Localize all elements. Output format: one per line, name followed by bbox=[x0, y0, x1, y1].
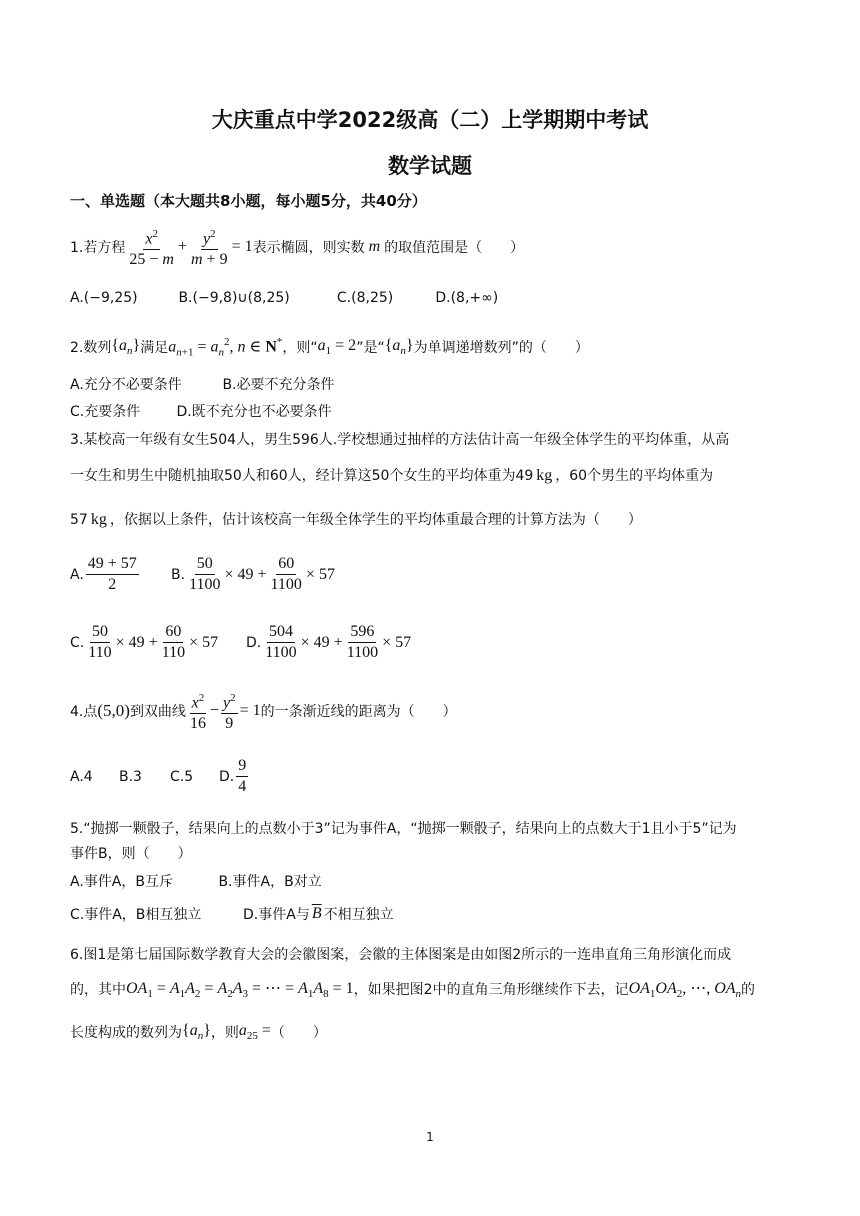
q5-option-d-text-1: D.事件A与 bbox=[243, 907, 310, 923]
q3-option-b[interactable]: B. $\frac{50}{1100}$ × 49 + $\frac{60}{1100}$ × 57 bbox=[171, 555, 335, 593]
q3-option-c[interactable]: C. $\frac{50}{110}$ × 49 + $\frac{60}{110}$ × 57 bbox=[70, 623, 219, 661]
q2-text4: 为单调递增数列”的（ ） bbox=[413, 340, 589, 357]
question-1: 1.若方程 $\frac{x^2}{25 - m}$ + $\frac{y^2}{m + 9}$ = 1 表示椭圆，则实数 m 的取值范围是（ ） bbox=[70, 224, 524, 270]
page-subtitle: 数学试题 bbox=[388, 154, 472, 178]
q4-point: (5,0) bbox=[97, 701, 130, 721]
q3-options-row2 bbox=[70, 622, 411, 663]
q3-line-3b: ，依据以上条件，估计该校高一年级全体学生的平均体重最合理的计算方法为（ ） bbox=[109, 512, 642, 528]
q3-unit-1: kg bbox=[536, 467, 553, 484]
q1-end: 的取值范围是（ ） bbox=[384, 240, 525, 257]
q2-text1: 满足 bbox=[140, 340, 169, 357]
q2-option-d[interactable]: D.既不充分也不必要条件 bbox=[176, 404, 332, 420]
q1-option-a[interactable]: A.(−9,25) bbox=[70, 290, 138, 306]
q3-option-b-label: B. bbox=[171, 566, 186, 583]
q3-option-a-label: A. bbox=[70, 566, 84, 583]
q1-fraction-2: $\frac{y^2}{m + 9}$ bbox=[189, 224, 230, 270]
q4-option-a[interactable]: A.4 bbox=[70, 768, 93, 785]
q1-suffix: 表示椭圆，则实数 bbox=[252, 240, 365, 257]
q1-option-b[interactable]: B.(−9,8)∪(8,25) bbox=[178, 290, 290, 306]
q4-option-c[interactable]: C.5 bbox=[170, 768, 194, 785]
q4-end: 的一条渐近线的距离为（ ） bbox=[260, 704, 457, 721]
q6-line-3: 长度构成的数列为 $\{a_n\}$ ，则 $a_{25}$ = （ ） bbox=[70, 1022, 327, 1043]
q6-line-3c: （ ） bbox=[270, 1025, 327, 1042]
q3-line-3 bbox=[70, 509, 642, 529]
q1-prefix: 1.若方程 bbox=[70, 240, 126, 257]
q2-option-a[interactable]: A.充分不必要条件 bbox=[70, 377, 182, 393]
q5-option-d-text-2: 不相互独立 bbox=[323, 907, 394, 923]
q2-prefix: 2.数列 bbox=[70, 340, 112, 357]
q5-line-1: 5.“抛掷一颗骰子，结果向上的点数小于3”记为事件A，“抛掷一颗骰子，结果向上的点数大于1且小于5”记为 bbox=[70, 821, 737, 837]
q6-line-2a: 的，其中 bbox=[70, 982, 126, 999]
q6-line-1: 6.图1是第七届国际数学教育大会的会徽图案，会徽的主体图案是由如图2所示的一连串直角三角形演化而成 bbox=[70, 947, 732, 963]
q4-mid: 到双曲线 bbox=[129, 704, 186, 721]
q5-option-c[interactable]: C.事件A，B相互独立 bbox=[70, 907, 202, 923]
q3-line-2 bbox=[70, 465, 713, 485]
q5-option-a[interactable]: A.事件A，B互斥 bbox=[70, 874, 173, 890]
q2-option-b[interactable]: B.必要不充分条件 bbox=[222, 377, 335, 393]
q6-line-3a: 长度构成的数列为 bbox=[70, 1025, 182, 1042]
q2-text3: ”是“ bbox=[356, 340, 385, 357]
q3-unit-2: kg bbox=[90, 511, 107, 528]
section-heading: 一、单选题（本大题共8小题，每小题5分，共40分） bbox=[70, 192, 427, 210]
q4-option-d[interactable]: D. $\frac{9}{4}$ bbox=[219, 757, 247, 795]
q3-option-a[interactable]: A. $\frac{49 + 57}{2}$ bbox=[70, 555, 137, 593]
q6-line-2: 的，其中 $OA_1 = A_1A_2 = A_2A_3$ = ⋯ = $A_1A_8 = 1$ ，如果把图2中的直角三角形继续作下去，记 $OA_1OA_2$, ⋯, $OA_n$ 的 bbox=[70, 980, 756, 1001]
q5-options-row1 bbox=[70, 871, 322, 891]
q3-option-c-label: C. bbox=[70, 634, 85, 651]
question-2: 2.数列 $\{a_n\}$ 满足 $a_{n+1} = a_n^2$, n ∈ N* ，则“ $a_1 = 2$ ”是“ $\{a_n\}$ 为单调递增数列”的（ ） bbox=[70, 336, 589, 359]
q5-line-2: 事件B，则（ ） bbox=[70, 846, 192, 862]
q6-line-2c: 的 bbox=[741, 982, 756, 999]
q3-line-1: 3.某校高一年级有女生504人，男生596人.学校想通过抽样的方法估计高一年级全体学生的平均体重，从高 bbox=[70, 432, 730, 448]
q5-options-row2 bbox=[70, 904, 394, 924]
q1-fraction-1: $\frac{x^2}{25 - m}$ bbox=[127, 224, 176, 270]
q5-option-b[interactable]: B.事件A，B对立 bbox=[218, 874, 322, 890]
q3-line-2a: 一女生和男生中随机抽取50人和60人，经计算这50个女生的平均体重为49 bbox=[70, 468, 534, 484]
q6-line-3b: ，则 bbox=[210, 1025, 239, 1042]
q3-options-row1 bbox=[70, 554, 335, 595]
q6-line-2b: ，如果把图2中的直角三角形继续作下去，记 bbox=[353, 982, 629, 999]
q2-options-row2 bbox=[70, 401, 332, 421]
page-number: 1 bbox=[426, 1130, 434, 1144]
q3-option-d-label: D. bbox=[246, 634, 262, 651]
question-4: 4.点 (5,0) 到双曲线 $\frac{x^2}{16}$ − $\frac{y^2}{9}$ = 1 的一条渐近线的距离为（ ） bbox=[70, 688, 457, 734]
q2-options-row1 bbox=[70, 374, 335, 394]
q4-option-d-label: D. bbox=[219, 768, 235, 785]
q2-text2: ，则“ bbox=[282, 340, 318, 357]
q1-var: m bbox=[368, 238, 381, 256]
q2-option-c[interactable]: C.充要条件 bbox=[70, 404, 141, 420]
q3-option-d[interactable]: D. $\frac{504}{1100}$ × 49 + $\frac{596}{1100}$ × 57 bbox=[246, 623, 412, 661]
q3-line-3a: 57 bbox=[70, 512, 88, 528]
q3-line-2b: ，60个男生的平均体重为 bbox=[555, 468, 714, 484]
page-title: 大庆重点中学2022级高（二）上学期期中考试 bbox=[211, 108, 649, 132]
q5-option-d[interactable]: D.事件A与 $\overline{B}$ 不相互独立 bbox=[243, 905, 394, 923]
q4-option-b[interactable]: B.3 bbox=[119, 768, 142, 785]
q1-option-c[interactable]: C.(8,25) bbox=[336, 290, 394, 306]
q1-options bbox=[70, 290, 498, 306]
q1-option-d[interactable]: D.(8,+∞) bbox=[435, 290, 499, 306]
q4-options bbox=[70, 756, 250, 797]
q4-prefix: 4.点 bbox=[70, 704, 98, 721]
